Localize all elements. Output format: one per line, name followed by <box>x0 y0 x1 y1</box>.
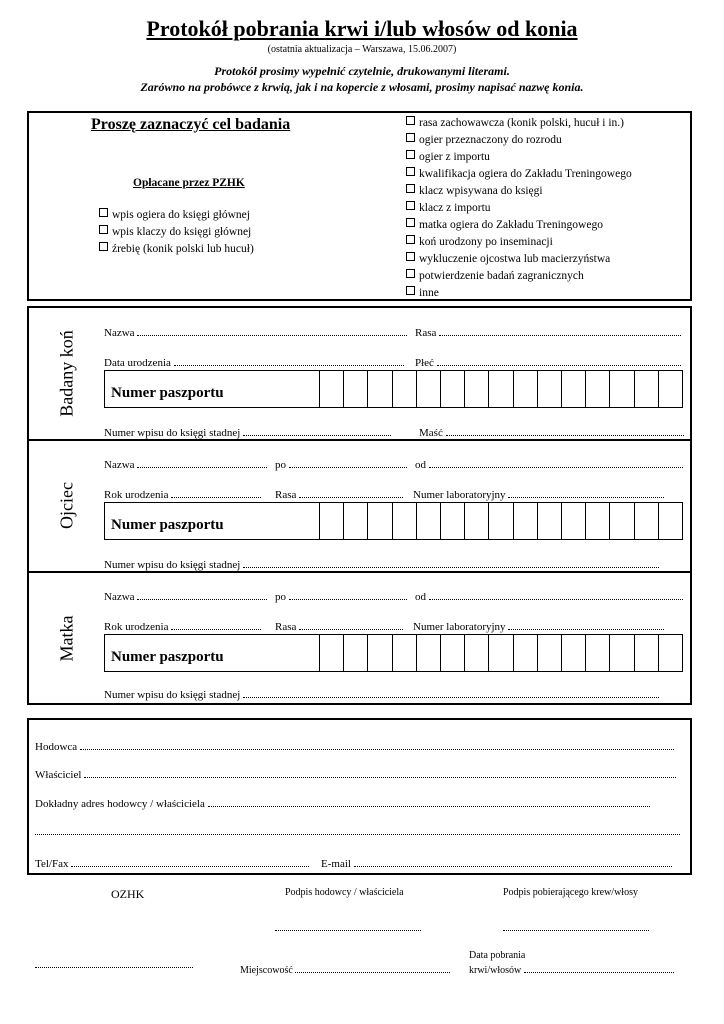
checkbox-breeding-stallion[interactable]: ogier przeznaczony do rozrodu <box>406 133 562 146</box>
horse-passport-field[interactable]: Numer paszportu <box>104 370 683 408</box>
section-father: Ojciec <box>56 482 77 529</box>
place-field[interactable]: Miejscowość <box>240 965 450 976</box>
horse-color-field[interactable]: Maść <box>419 426 684 439</box>
purpose-heading: Proszę zaznaczyć cel badania <box>91 116 291 133</box>
paid-heading: Opłacane przez PZHK <box>133 177 245 189</box>
horse-breed-field[interactable]: Rasa <box>415 326 681 339</box>
mother-sire-field[interactable]: po <box>275 590 407 603</box>
father-sire-field[interactable]: po <box>275 458 407 471</box>
horse-box <box>27 306 692 705</box>
checkbox-conservation[interactable]: rasa zachowawcza (konik polski, hucuł i in.) <box>406 116 624 129</box>
father-lab-field[interactable]: Numer laboratoryjny <box>413 488 664 501</box>
page-title: Protokół pobrania krwi i/lub włosów od konia <box>146 16 578 41</box>
mother-birthyear-field[interactable]: Rok urodzenia <box>104 620 261 633</box>
mother-name-field[interactable]: Nazwa <box>104 590 267 603</box>
checkbox-paid-mare[interactable]: wpis klaczy do księgi głównej <box>99 225 251 238</box>
owner-box <box>27 718 692 875</box>
checkbox-insemination[interactable]: koń urodzony po inseminacji <box>406 235 553 248</box>
father-name-field[interactable]: Nazwa <box>104 458 267 471</box>
checkbox-other[interactable]: inne <box>406 286 439 299</box>
owner-field[interactable]: Właściciel <box>35 768 676 781</box>
mother-dam-field[interactable]: od <box>415 590 683 603</box>
checkbox-training-qualification[interactable]: kwalifikacja ogiera do Zakładu Treningowego <box>406 167 632 180</box>
address-field[interactable]: Dokładny adres hodowcy / właściciela <box>35 797 650 810</box>
email-field[interactable]: E-mail <box>321 857 672 870</box>
collector-signature-label: Podpis pobierającego krew/włosy <box>503 887 638 898</box>
mother-lab-field[interactable]: Numer laboratoryjny <box>413 620 664 633</box>
ozhk-label: OZHK <box>111 887 145 901</box>
instruction-1: Protokół prosimy wypełnić czytelnie, drukowanymi literami. <box>214 64 510 78</box>
checkbox-paid-stallion[interactable]: wpis ogiera do księgi głównej <box>99 208 250 221</box>
father-passport-field[interactable]: Numer paszportu <box>104 502 683 540</box>
section-horse: Badany koń <box>56 330 77 417</box>
checkbox-imported-stallion[interactable]: ogier z importu <box>406 150 490 163</box>
section-mother: Matka <box>56 615 77 662</box>
collector-signature-line[interactable] <box>503 930 649 931</box>
horse-birthdate-field[interactable]: Data urodzenia <box>104 356 404 369</box>
owner-signature-label: Podpis hodowcy / właściciela <box>285 887 404 898</box>
checkbox-imported-mare[interactable]: klacz z importu <box>406 201 491 214</box>
update-note: (ostatnia aktualizacja – Warszawa, 15.06.2007) <box>267 44 457 55</box>
ozhk-signature-line[interactable] <box>35 967 193 968</box>
mother-breed-field[interactable]: Rasa <box>275 620 403 633</box>
checkbox-stallion-dam[interactable]: matka ogiera do Zakładu Treningowego <box>406 218 603 231</box>
checkbox-paid-foal[interactable]: źrebię (konik polski lub hucuł) <box>99 242 254 255</box>
sampling-date-field[interactable]: krwi/włosów <box>469 965 674 976</box>
sampling-date-label-1: Data pobrania <box>469 950 526 961</box>
checkbox-mare-registered[interactable]: klacz wpisywana do księgi <box>406 184 543 197</box>
horse-studbook-field[interactable]: Numer wpisu do księgi stadnej <box>104 426 391 439</box>
address-line2-field[interactable] <box>35 825 680 838</box>
owner-signature-line[interactable] <box>275 930 421 931</box>
father-breed-field[interactable]: Rasa <box>275 488 403 501</box>
instruction-2: Zarówno na probówce z krwią, jak i na kopercie z włosami, prosimy napisać nazwę konia. <box>140 80 584 94</box>
checkbox-foreign-confirmation[interactable]: potwierdzenie badań zagranicznych <box>406 269 584 282</box>
mother-passport-field[interactable]: Numer paszportu <box>104 634 683 672</box>
checkbox-parentage-exclusion[interactable]: wykluczenie ojcostwa lub macierzyństwa <box>406 252 610 265</box>
mother-studbook-field[interactable]: Numer wpisu do księgi stadnej <box>104 688 659 701</box>
purpose-box <box>27 111 692 301</box>
father-birthyear-field[interactable]: Rok urodzenia <box>104 488 261 501</box>
father-studbook-field[interactable]: Numer wpisu do księgi stadnej <box>104 558 659 571</box>
breeder-field[interactable]: Hodowca <box>35 740 674 753</box>
horse-sex-field[interactable]: Płeć <box>415 356 681 369</box>
horse-name-field[interactable]: Nazwa <box>104 326 407 339</box>
father-dam-field[interactable]: od <box>415 458 683 471</box>
phone-field[interactable]: Tel/Fax <box>35 857 309 870</box>
